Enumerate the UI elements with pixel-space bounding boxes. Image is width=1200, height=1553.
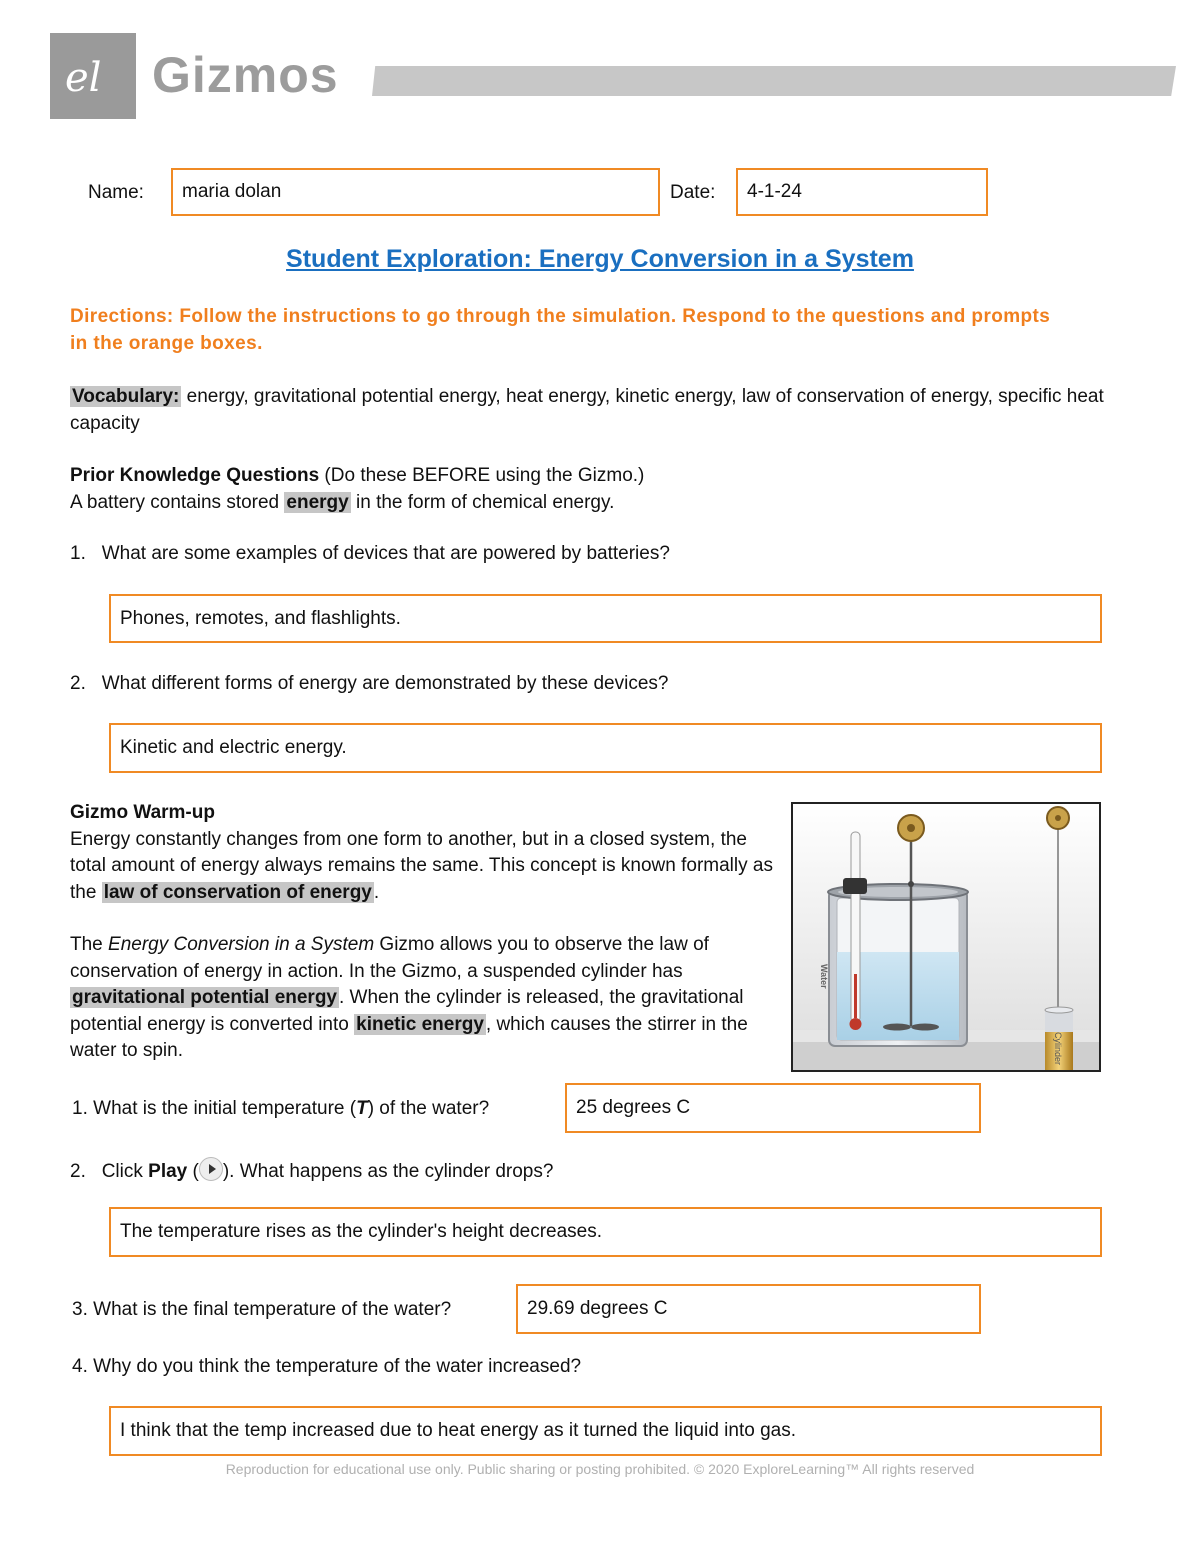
warmup-paragraph-1: Energy constantly changes from one form to another, but in a closed system, the total amount of energy always remains the same. This concept is known formally as the law of conservation of energy . <box>70 828 773 903</box>
pk-question-1 <box>70 543 670 565</box>
question-number: 1. <box>72 1098 88 1119</box>
term-kinetic-energy: kinetic energy <box>356 1013 484 1035</box>
prior-intro-after: in the form of chemical energy. <box>350 491 615 513</box>
variable-t: T <box>356 1098 368 1119</box>
warmup-answer-2[interactable]: The temperature rises as the cylinder's height decreases. <box>109 1207 1102 1257</box>
warmup-question-2: 2. Click Play ( ). What happens as the cylinder drops? <box>70 1157 553 1183</box>
prior-knowledge-heading: Prior Knowledge Questions <box>70 465 320 486</box>
prior-intro-before: A battery contains stored <box>70 491 285 513</box>
prior-knowledge-note: (Do these BEFORE using the Gizmo.) <box>319 465 645 486</box>
name-field[interactable]: maria dolan <box>171 168 660 216</box>
date-field[interactable]: 4-1-24 <box>736 168 988 216</box>
pk-question-2 <box>70 673 668 695</box>
warmup-question-1: 1. What is the initial temperature (T) of the water? <box>72 1098 490 1119</box>
vocabulary-label: Vocabulary: <box>72 386 180 407</box>
term-law-of-conservation: law of conservation of energy <box>103 881 372 903</box>
warmup-paragraph-2: The Energy Conversion in a System Gizmo allows you to observe the law of conservation of energy in action. In the Gizmo, a suspended cylinder has gravitational potential energy . When the cylinder is released, the gravitational potential energy is converted into kinetic energy , which causes the stirrer in the water to spin. <box>70 934 748 1061</box>
question-text: What are some examples of devices that are powered by batteries? <box>101 543 670 564</box>
header-bar <box>372 66 1176 96</box>
cylinder-label: Cylinder <box>1053 1032 1063 1066</box>
question-number: 2. <box>70 673 86 694</box>
question-number: 3. <box>72 1299 88 1320</box>
date-label: Date: <box>670 182 716 203</box>
term-energy: energy <box>286 491 349 513</box>
gizmo-name: Energy Conversion in a System <box>108 934 375 955</box>
vocabulary-block <box>70 384 1130 437</box>
warmup-question-4 <box>72 1356 581 1378</box>
directions-text: Directions: Follow the instructions to go through the simulation. Respond to the questions and prompts in the orange boxes. <box>70 306 1051 354</box>
warmup-block <box>70 800 780 1065</box>
pk-answer-2[interactable]: Kinetic and electric energy. <box>109 723 1102 773</box>
play-icon <box>199 1157 223 1181</box>
footer-copyright: Reproduction for educational use only. Public sharing or posting prohibited. © 2020 ExploreLearning™ All rights reserved <box>225 1461 975 1477</box>
stopper <box>843 878 867 894</box>
explorelearning-logo <box>50 33 136 119</box>
question-number: 4. <box>72 1356 88 1377</box>
vocabulary-text: energy, gravitational potential energy, heat energy, kinetic energy, law of conservation of energy, specific heat capacity <box>70 386 1104 434</box>
warmup-answer-1[interactable]: 25 degrees C <box>565 1083 981 1133</box>
warmup-answer-3[interactable]: 29.69 degrees C <box>516 1284 981 1334</box>
page-title: Student Exploration: Energy Conversion in a System <box>286 245 914 273</box>
play-label: Play <box>148 1161 188 1182</box>
question-text: What is the final temperature of the water? <box>93 1299 452 1320</box>
water-label: Water <box>819 964 829 989</box>
logo-mark-icon <box>61 49 125 103</box>
question-number: 2. <box>70 1161 86 1182</box>
warmup-answer-4[interactable]: I think that the temp increased due to heat energy as it turned the liquid into gas. <box>109 1406 1102 1456</box>
gizmos-wordmark: Gizmos <box>152 47 339 103</box>
svg-text:el: el <box>65 55 102 101</box>
question-text: What different forms of energy are demonstrated by these devices? <box>101 673 669 694</box>
term-gravitational-potential-energy: gravitational potential energy <box>72 987 337 1008</box>
pk-answer-1[interactable]: Phones, remotes, and flashlights. <box>109 594 1102 643</box>
gizmo-simulation-image <box>791 802 1101 1072</box>
name-label: Name: <box>88 182 144 203</box>
warmup-heading: Gizmo Warm-up <box>70 802 215 823</box>
question-text: Why do you think the temperature of the water increased? <box>93 1356 582 1377</box>
prior-knowledge-block <box>70 463 1130 516</box>
question-number: 1. <box>70 543 86 564</box>
warmup-question-3 <box>72 1299 451 1321</box>
